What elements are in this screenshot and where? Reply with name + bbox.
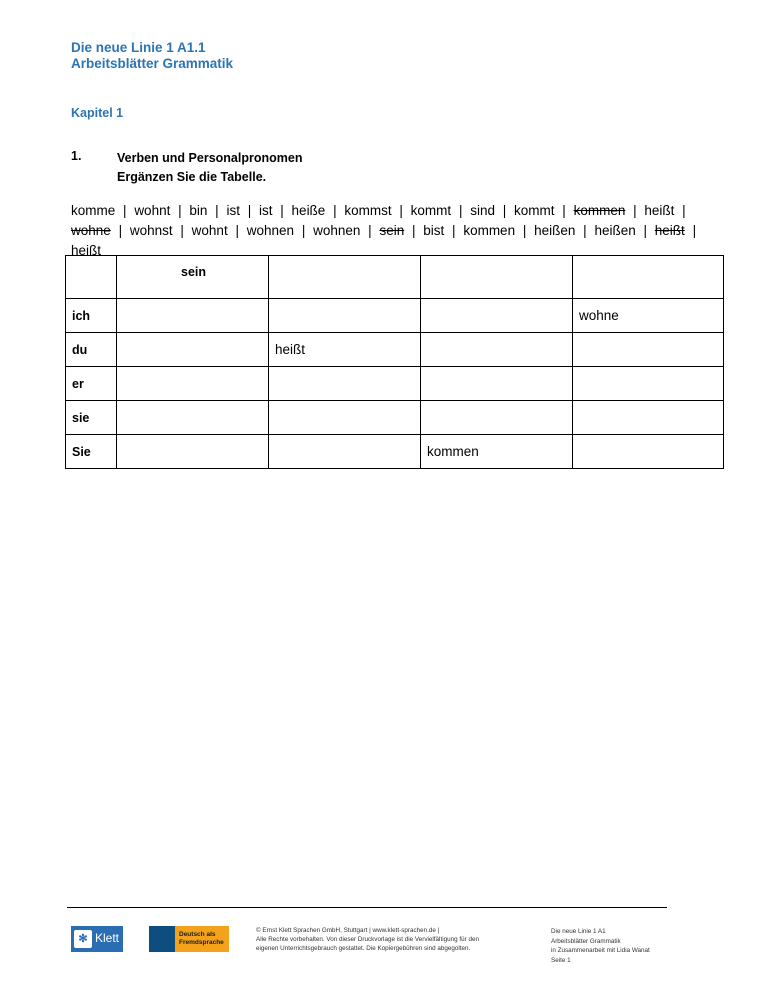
word-separator: |: [399, 203, 403, 218]
word-bank-item: kommt: [514, 203, 555, 218]
answer-cell[interactable]: [269, 401, 421, 435]
daf-logo: [149, 926, 229, 952]
word-bank-item: wohnt: [191, 223, 228, 238]
exercise-instruction: Ergänzen Sie die Tabelle.: [117, 170, 267, 184]
word-separator: |: [180, 223, 184, 238]
exercise-title: Verben und Personalpronomen: [117, 151, 303, 165]
answer-cell[interactable]: [573, 367, 724, 401]
daf-logo-line: Fremdsprache: [179, 939, 224, 946]
answer-cell[interactable]: [269, 367, 421, 401]
word-separator: |: [692, 223, 697, 238]
header-subtitle: Arbeitsblätter Grammatik: [71, 56, 234, 71]
word-separator: |: [178, 203, 182, 218]
word-bank-item-used: heißt: [654, 223, 685, 238]
word-separator: |: [411, 223, 416, 238]
footer-line: Alle Rechte vorbehalten. Von dieser Druckvorlage ist die Vervielfältigung für den: [256, 936, 479, 943]
word-bank-item: bin: [189, 203, 208, 218]
answer-cell[interactable]: [117, 401, 269, 435]
conjugation-table: [65, 255, 724, 469]
pronoun-label: Sie: [66, 435, 117, 469]
document-header: [71, 40, 233, 72]
footer-line: eigenen Unterrichtsgebrauch gestattet. Die Kopiergebühren sind abgegolten.: [256, 945, 471, 952]
word-bank-item: ist: [259, 203, 273, 218]
word-separator: |: [247, 203, 252, 218]
word-bank-item: wohnt: [134, 203, 171, 218]
daf-logo-label: [175, 926, 229, 952]
word-separator: |: [643, 223, 648, 238]
page-number: Seite 1: [551, 956, 571, 964]
daf-logo-block: [149, 926, 175, 952]
table-row: [66, 401, 724, 435]
footer-copyright: [256, 926, 536, 953]
word-bank: [71, 201, 711, 261]
word-separator: |: [583, 223, 587, 238]
table-row: [66, 367, 724, 401]
column-header[interactable]: [269, 256, 421, 299]
word-separator: |: [118, 223, 123, 238]
klett-mark-icon: ✻: [74, 930, 92, 948]
answer-cell[interactable]: [573, 435, 724, 469]
word-bank-item: heißen: [594, 223, 636, 238]
word-separator: |: [633, 203, 637, 218]
daf-logo-line: Deutsch als: [179, 931, 216, 938]
klett-logo-text: Klett: [95, 931, 120, 945]
word-bank-item: wohnst: [129, 223, 173, 238]
footer-line: © Ernst Klett Sprachen GmbH, Stuttgart | www.klett-sprachen.de |: [256, 927, 440, 934]
word-bank-item: heiße: [291, 203, 326, 218]
word-bank-item: bist: [423, 223, 445, 238]
answer-cell[interactable]: [117, 333, 269, 367]
answer-cell[interactable]: [421, 333, 573, 367]
column-header: [66, 256, 117, 299]
word-bank-item: wohnen: [313, 223, 361, 238]
word-bank-item: ist: [226, 203, 240, 218]
answer-cell[interactable]: [117, 367, 269, 401]
word-separator: |: [682, 203, 686, 218]
answer-cell[interactable]: [421, 299, 573, 333]
word-separator: |: [522, 223, 527, 238]
pronoun-label: er: [66, 367, 117, 401]
answer-cell[interactable]: [421, 401, 573, 435]
table-row: [66, 333, 724, 367]
word-separator: |: [452, 223, 456, 238]
word-separator: |: [458, 203, 463, 218]
answer-cell[interactable]: [117, 435, 269, 469]
footer-info-line: in Zusammenarbeit mit Lidia Wanat: [551, 947, 650, 954]
word-bank-item: heißt: [71, 243, 102, 258]
column-header[interactable]: [421, 256, 573, 299]
column-header[interactable]: [573, 256, 724, 299]
word-bank-item-used: sein: [379, 223, 405, 238]
word-bank-item: kommst: [344, 203, 392, 218]
pronoun-label: ich: [66, 299, 117, 333]
answer-cell[interactable]: [269, 299, 421, 333]
klett-logo: [71, 926, 123, 952]
word-bank-item: kommen: [463, 223, 516, 238]
exercise-heading: [117, 149, 302, 187]
word-bank-item-used: wohne: [71, 223, 111, 238]
answer-cell[interactable]: [269, 435, 421, 469]
exercise-number: 1.: [71, 149, 82, 163]
footer-info-line: Arbeitsblätter Grammatik: [551, 937, 621, 945]
word-separator: |: [502, 203, 507, 218]
answer-cell[interactable]: [573, 401, 724, 435]
table-header-row: [66, 256, 724, 299]
table-row: [66, 435, 724, 469]
word-bank-item: wohnen: [246, 223, 295, 238]
word-bank-item-used: kommen: [573, 203, 626, 218]
word-bank-item: sind: [470, 203, 495, 218]
word-separator: |: [123, 203, 127, 218]
pronoun-label: sie: [66, 401, 117, 435]
answer-cell[interactable]: [421, 367, 573, 401]
word-separator: |: [368, 223, 372, 238]
chapter-heading: Kapitel 1: [71, 106, 124, 120]
word-separator: |: [215, 203, 219, 218]
pronoun-label: du: [66, 333, 117, 367]
word-bank-item: komme: [71, 203, 116, 218]
table-row: [66, 299, 724, 333]
word-separator: |: [280, 203, 284, 218]
answer-cell[interactable]: heißt: [269, 333, 421, 367]
word-separator: |: [235, 223, 239, 238]
footer-divider: [67, 907, 667, 908]
answer-cell[interactable]: kommen: [421, 435, 573, 469]
footer-info-line: Die neue Linie 1 A1: [551, 928, 606, 935]
footer-info: [551, 927, 650, 965]
header-title: Die neue Linie 1 A1.1: [71, 40, 206, 55]
word-separator: |: [301, 223, 306, 238]
word-separator: |: [562, 203, 566, 218]
answer-cell[interactable]: [117, 299, 269, 333]
word-bank-item: heißt: [644, 203, 675, 218]
column-header-sein[interactable]: sein: [117, 256, 269, 299]
word-bank-item: heißen: [534, 223, 576, 238]
word-separator: |: [333, 203, 337, 218]
answer-cell[interactable]: wohne: [573, 299, 724, 333]
word-bank-item: kommt: [410, 203, 452, 218]
answer-cell[interactable]: [573, 333, 724, 367]
